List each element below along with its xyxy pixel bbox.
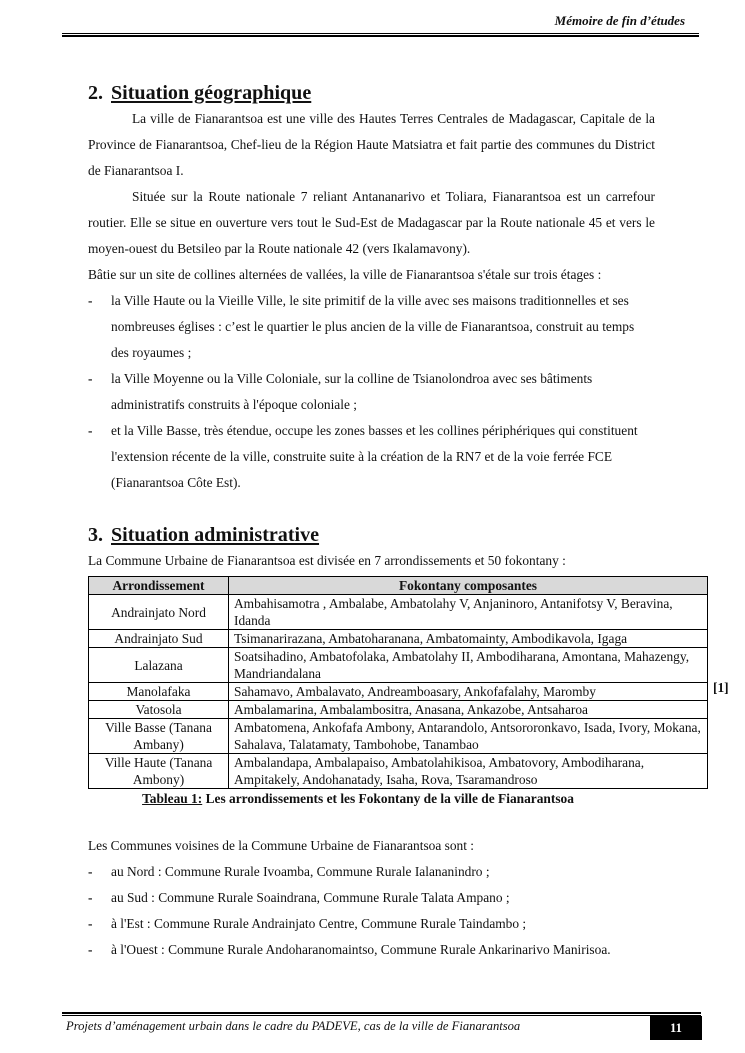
- arrondissement-cell: Andrainjato Sud: [89, 630, 229, 648]
- table-row: [89, 754, 708, 789]
- fokontany-cell: Ambahisamotra , Ambalabe, Ambatolahy V, Anjaninoro, Antanifotsy V, Beravina, Idanda: [229, 595, 708, 630]
- arrondissement-cell: Vatosola: [89, 701, 229, 719]
- section-3-number: 3.: [88, 524, 104, 546]
- list-item: - et la Ville Basse, très étendue, occupe les zones basses et les collines périphériques qui constituent l'extension récente de la ville, construite suite à la création de la RN7 et de la voie ferrée FCE (Fianarantsoa Côte Est).: [88, 418, 655, 496]
- fokontany-cell: Soatsihadino, Ambatofolaka, Ambatolahy II, Ambodiharana, Amontana, Mahazengy, Mandriandalana: [229, 648, 708, 683]
- fokontany-cell: Tsimanarirazana, Ambatoharanana, Ambatomainty, Ambodikavola, Igaga: [229, 630, 708, 648]
- table-caption-text: Les arrondissements et les Fokontany de la ville de Fianarantsoa: [202, 791, 574, 806]
- section-2-paragraph-3: Bâtie sur un site de collines alternées de vallées, la ville de Fianarantsoa s'étale sur trois étages :: [88, 267, 602, 282]
- arrondissement-cell: Ville Haute (Tanana Ambony): [89, 754, 229, 789]
- list-item: - à l'Ouest : Commune Rurale Andoharanomaintso, Commune Rurale Ankarinarivo Manirisoa.: [88, 937, 655, 963]
- fokontany-cell: Ambalamarina, Ambalambositra, Anasana, Ankazobe, Antsaharoa: [229, 701, 708, 719]
- section-2-title: Situation géographique: [111, 82, 312, 104]
- arrondissements-table: [88, 576, 708, 789]
- table-row: [89, 683, 708, 701]
- header-fokontany: Fokontany composantes: [229, 577, 708, 595]
- table-caption: [88, 789, 628, 809]
- list-item: - la Ville Haute ou la Vieille Ville, le site primitif de la ville avec ses maisons traditionnelles et ses nombreuses églises : c’est le quartier le plus ancien de la ville de Fianarantsoa, construit au temps des royaumes ;: [88, 288, 655, 366]
- city-levels-list: [88, 288, 655, 496]
- table-row: [89, 701, 708, 719]
- list-item: - à l'Est : Commune Rurale Andrainjato Centre, Commune Rurale Taindambo ;: [88, 911, 655, 937]
- list-item: - au Sud : Commune Rurale Soaindrana, Commune Rurale Talata Ampano ;: [88, 885, 655, 911]
- section-2-heading: [88, 80, 655, 106]
- arrondissement-cell: Ville Basse (Tanana Ambany): [89, 719, 229, 754]
- arrondissement-cell: Andrainjato Nord: [89, 595, 229, 630]
- neighbors-list: [88, 859, 655, 963]
- header-rule: [62, 33, 699, 37]
- fokontany-cell: Sahamavo, Ambalavato, Andreamboasary, Ankofafalahy, Maromby: [229, 683, 708, 701]
- table-row: [89, 648, 708, 683]
- table-header-row: [89, 577, 708, 595]
- footer-text: Projets d’aménagement urbain dans le cadre du PADEVE, cas de la ville de Fianarantsoa: [66, 1019, 521, 1033]
- fokontany-cell: Ambatomena, Ankofafa Ambony, Antarandolo, Antsororonkavo, Isada, Ivory, Mokana, Sahalava, Talatamaty, Tambohobe, Tanambao: [229, 719, 708, 754]
- fokontany-cell: Ambalandapa, Ambalapaiso, Ambatolahikisoa, Ambatovory, Ambodiharana, Ampitakely, Andohanatady, Isaha, Rova, Tsaramandroso: [229, 754, 708, 789]
- table-caption-label: Tableau 1:: [142, 791, 203, 806]
- table-row: [89, 595, 708, 630]
- page-content: [88, 80, 729, 963]
- header-arrondissement: Arrondissement: [89, 577, 229, 595]
- section-2-paragraph-2: Située sur la Route nationale 7 reliant Antananarivo et Toliara, Fianarantsoa est un carrefour routier. Elle se situe en ouverture vers tout le Sud-Est de Madagascar par la Route nationale 45 et vers le moyen-ouest du Betsileo par la Route nationale 42 (vers Ikalamavony).: [88, 189, 655, 256]
- table-reference: [1]: [713, 680, 729, 695]
- header-title: Mémoire de fin d’études: [554, 13, 685, 28]
- list-item: - au Nord : Commune Rurale Ivoamba, Commune Rurale Ialananindro ;: [88, 859, 655, 885]
- section-3-heading: [88, 522, 655, 548]
- list-item: - la Ville Moyenne ou la Ville Coloniale, sur la colline de Tsianolondroa avec ses bâtiments administratifs construits à l'époque coloniale ;: [88, 366, 655, 418]
- table-row: [89, 719, 708, 754]
- section-3-title: Situation administrative: [111, 524, 320, 546]
- neighbors-intro: Les Communes voisines de la Commune Urbaine de Fianarantsoa sont :: [88, 838, 475, 853]
- section-2-paragraph-1: La ville de Fianarantsoa est une ville des Hautes Terres Centrales de Madagascar, Capitale de la Province de Fianarantsoa, Chef-lieu de la Région Haute Matsiatra et fait partie des communes du District de Fianarantsoa I.: [88, 111, 655, 178]
- section-3-intro: La Commune Urbaine de Fianarantsoa est divisée en 7 arrondissements et 50 fokontany :: [88, 553, 566, 568]
- table-row: [89, 630, 708, 648]
- arrondissement-cell: Manolafaka: [89, 683, 229, 701]
- arrondissements-table-wrap: [88, 576, 729, 789]
- footer-rule: [62, 1012, 701, 1016]
- page-number: 11: [650, 1016, 702, 1040]
- section-2-number: 2.: [88, 82, 104, 104]
- arrondissement-cell: Lalazana: [89, 648, 229, 683]
